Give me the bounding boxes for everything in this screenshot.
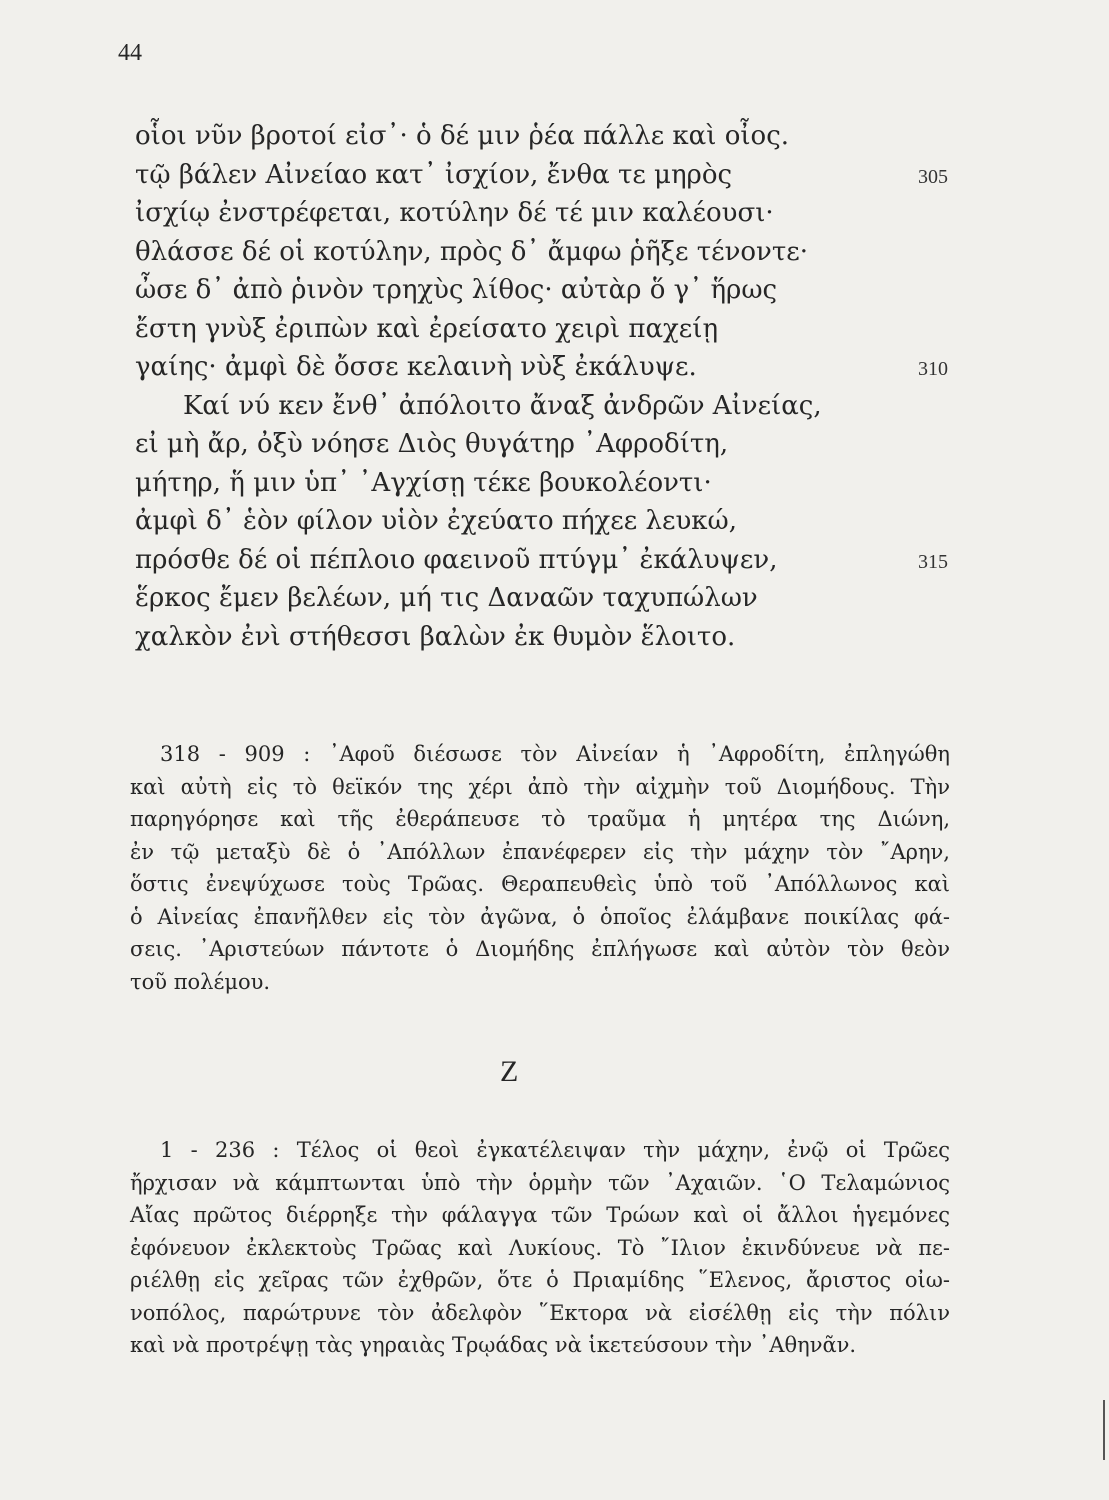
verse-line [135, 271, 995, 310]
verse-text: εἰ μὴ ἄρ, ὀξὺ νόησε Διὸς θυγάτηρ ᾿Αφροδίτη, [135, 429, 729, 459]
verse-line [135, 502, 995, 541]
verse-text: ὦσε δ᾽ ἀπὸ ῥινὸν τρηχὺς λίθος· αὐτὰρ ὅ γ᾽ ἥρως [135, 275, 778, 305]
verse-text: ἔστη γνὺξ ἐριπὼν καὶ ἐρείσατο χειρὶ παχείῃ [135, 313, 719, 344]
prose-line: ριέλθῃ εἰς χεῖρας τῶν ἐχθρῶν, ὅτε ὁ Πριαμίδης ῞Ελενος, ἄριστος οἰω- [130, 1268, 950, 1292]
verse-line [135, 310, 995, 349]
verse-text: ἀμφὶ δ᾽ ἑὸν φίλον υἱὸν ἐχεύατο πήχεε λευκώ, [135, 506, 737, 536]
verse-line [135, 117, 995, 156]
verse-line [135, 194, 995, 233]
verse-text: πρόσθε δέ οἱ πέπλοιο φαεινοῦ πτύγμ᾽ ἐκάλυψεν, [135, 544, 778, 575]
prose-line: Αἴας πρῶτος διέρρηξε τὴν φάλαγγα τῶν Τρώων καὶ οἱ ἄλλοι ἡγεμόνες [130, 1203, 950, 1227]
prose-line: 1 - 236 : Τέλος οἱ θεοὶ ἐγκατέλειψαν τὴν μάχην, ἐνῷ οἱ Τρῶες [160, 1138, 950, 1162]
verse-line-number: 310 [918, 358, 948, 380]
prose-line: 318 - 909 : ᾿Αφοῦ διέσωσε τὸν Αἰνείαν ἡ ᾿Αφροδίτη, ἐπληγώθη [160, 742, 950, 766]
prose-line: ἐν τῷ μεταξὺ δὲ ὁ ᾿Απόλλων ἐπανέφερεν εἰς τὴν μάχην τὸν ῎Αρην, [130, 839, 950, 864]
summary-paragraph-2 [130, 1134, 950, 1362]
page-edge-mark [1103, 1400, 1105, 1460]
verse-text: μήτηρ, ἥ μιν ὑπ᾽ ᾿Αγχίσῃ τέκε βουκολέοντι· [135, 467, 712, 498]
verse-line-number: 305 [918, 165, 948, 188]
verse-line [135, 233, 995, 272]
verse-line [135, 387, 995, 426]
verse-text: ἕρκος ἔμεν βελέων, μή τις Δαναῶν ταχυπώλων [135, 583, 758, 613]
prose-line: ἐφόνευον ἐκλεκτοὺς Τρῶας καὶ Λυκίους. Τὸ ῎Ιλιον ἐκινδύνευε νὰ πε- [130, 1235, 950, 1260]
prose-line: καὶ αὐτὴ εἰς τὸ θεϊκόν της χέρι ἀπὸ τὴν αἰχμὴν τοῦ Διομήδους. Τὴν [130, 774, 950, 799]
verse-line [135, 348, 995, 387]
verse-text: οἷοι νῦν βροτοί εἰσ᾽· ὁ δέ μιν ῥέα πάλλε καὶ οἶος. [135, 121, 790, 151]
verse-text: Καί νύ κεν ἔνθ᾽ ἀπόλοιτο ἄναξ ἀνδρῶν Αἰνείας, [183, 390, 822, 421]
verse-line [135, 464, 995, 503]
page-number: 44 [118, 40, 142, 66]
section-letter: Z [500, 1055, 519, 1088]
summary-paragraph-1 [130, 738, 950, 998]
verse-text: χαλκὸν ἐνὶ στήθεσσι βαλὼν ἐκ θυμὸν ἕλοιτο. [135, 621, 736, 652]
prose-line: καὶ νὰ προτρέψῃ τὰς γηραιὰς Τρῳάδας νὰ ἱκετεύσουν τὴν ᾿Αθηνᾶν. [130, 1333, 857, 1357]
verse-line [135, 618, 995, 657]
prose-line: ἤρχισαν νὰ κάμπτωνται ὑπὸ τὴν ὁρμὴν τῶν ᾿Αχαιῶν. ῾Ο Τελαμώνιος [130, 1170, 950, 1195]
verse-text: γαίης· ἀμφὶ δὲ ὄσσε κελαινὴ νὺξ ἐκάλυψε. [135, 352, 697, 382]
verse-line-number: 315 [918, 550, 948, 573]
verse-block [135, 117, 995, 656]
verse-line [135, 579, 995, 618]
prose-line: παρηγόρησε καὶ τῆς ἐθεράπευσε τὸ τραῦμα ἡ μητέρα της Διώνη, [130, 807, 950, 831]
verse-line [135, 156, 995, 195]
prose-line: ὅστις ἐνεψύχωσε τοὺς Τρῶας. Θεραπευθεὶς ὑπὸ τοῦ ᾿Απόλλωνος καὶ [130, 872, 950, 896]
prose-line: νοπόλος, παρώτρυνε τὸν ἀδελφὸν ῞Εκτορα νὰ εἰσέλθῃ εἰς τὴν πόλιν [130, 1300, 950, 1325]
verse-text: θλάσσε δέ οἱ κοτύλην, πρὸς δ᾽ ἄμφω ῥῆξε τένοντε· [135, 236, 808, 267]
prose-line: σεις. ᾿Αριστεύων πάντοτε ὁ Διομήδης ἐπλήγωσε καὶ αὐτὸν τὸν θεὸν [130, 937, 950, 961]
prose-line: ὁ Αἰνείας ἐπανῆλθεν εἰς τὸν ἀγῶνα, ὁ ὁποῖος ἐλάμβανε ποικίλας φά- [130, 904, 950, 929]
verse-line [135, 425, 995, 464]
prose-line: τοῦ πολέμου. [130, 969, 271, 994]
verse-text: τῷ βάλεν Αἰνείαο κατ᾽ ἰσχίον, ἔνθα τε μηρὸς [135, 159, 733, 190]
verse-text: ἰσχίῳ ἐνστρέφεται, κοτύλην δέ τέ μιν καλέουσι· [135, 198, 774, 228]
verse-line [135, 541, 995, 580]
